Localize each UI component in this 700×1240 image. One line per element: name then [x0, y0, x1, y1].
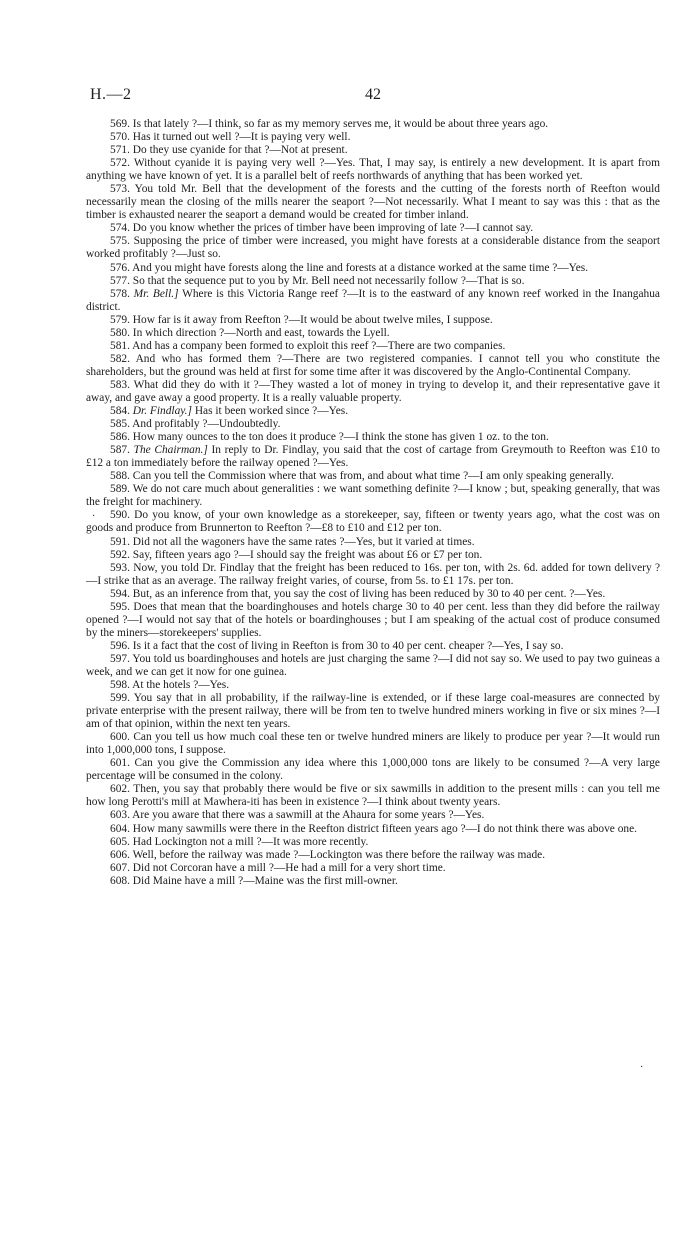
qa-text: Supposing the price of timber were increased, you might have forests at a considerable distance from the seaport worked profitably ?—Just so. [86, 235, 660, 261]
qa-paragraph [86, 131, 660, 144]
qa-text: We do not care much about generalities : we want something definite ?—I know ; but, speaking generally, that was the freight for machinery. [86, 483, 660, 509]
document-reference: H.—2 [90, 86, 132, 103]
qa-paragraph [86, 679, 660, 692]
qa-text: What did they do with it ?—They wasted a lot of money in trying to develop it, and their representative gave it away, and gave away a good property. It is a really valuable property. [86, 378, 660, 404]
qa-text: You say that in all probability, if the railway-line is extended, or if these large coal-measures are connected by private enterprise with the present railway, there will be from ten to twelve hundred miners working in five or six mines ?—I am of that opinion, within the next ten years. [86, 692, 660, 731]
testimony-body [86, 118, 660, 888]
question-number: 600. [110, 731, 130, 744]
qa-text: Well, before the railway was made ?—Lockington was there before the railway was made. [132, 848, 546, 861]
qa-text: Can you tell the Commission where that was from, and about what time ?—I am only speaking generally. [132, 470, 614, 483]
question-number: 587. [110, 444, 130, 457]
margin-mark: · [92, 511, 96, 522]
qa-paragraph [86, 483, 660, 509]
qa-paragraph [86, 536, 660, 549]
qa-text: Can you tell us how much coal these ten or twelve hundred miners are likely to produce per year ?—It would run into 1,000,000 tons, I suppose. [86, 731, 661, 757]
qa-paragraph [86, 288, 660, 314]
question-number: 575. [110, 235, 130, 248]
qa-paragraph [86, 836, 660, 849]
question-number: 598. [110, 679, 130, 692]
question-number: 580. [110, 326, 130, 339]
qa-paragraph [86, 823, 660, 836]
question-number: 576. [110, 261, 130, 274]
qa-paragraph [86, 275, 660, 288]
question-number: 590. [110, 509, 130, 522]
qa-text: How far is it away from Reefton ?—It would be about twelve miles, I suppose. [132, 313, 493, 326]
qa-text: Then, you say that probably there would be five or six sawmills in addition to the present mills : can you tell me how long Perotti's mill at Mawhera-iti has been in existence ?—I think about twenty years. [86, 783, 660, 809]
question-number: 586. [110, 431, 130, 444]
qa-text: Can you give the Commission any idea where this 1,000,000 tons are likely to be consumed ?—A very large percentage will be consumed in the colony. [86, 757, 660, 783]
question-number: 570. [110, 131, 130, 144]
qa-text: Is it a fact that the cost of living in Reefton is from 30 to 40 per cent. cheaper ?—Yes, I say so. [132, 639, 564, 652]
qa-text: And you might have forests along the line and forests at a distance worked at the same time ?—Yes. [132, 261, 589, 274]
question-number: 606. [110, 848, 130, 861]
question-number: 605. [110, 835, 130, 848]
qa-text: Had Lockington not a mill ?—It was more recently. [132, 835, 369, 848]
qa-text: At the hotels ?—Yes. [132, 679, 230, 692]
qa-text: Are you aware that there was a sawmill at the Ahaura for some years ?—Yes. [132, 809, 485, 822]
question-number: 569. [110, 118, 130, 130]
question-number: 603. [110, 809, 130, 822]
page-header [90, 86, 630, 106]
qa-text: Do they use cyanide for that ?—Not at present. [132, 144, 348, 157]
qa-paragraph [86, 601, 660, 640]
question-number: 582. [110, 352, 130, 365]
qa-text: Say, fifteen years ago ?—I should say the freight was about £6 or £7 per ton. [132, 548, 483, 561]
qa-paragraph [86, 118, 660, 131]
qa-paragraph [86, 588, 660, 601]
qa-text: In which direction ?—North and east, towards the Lyell. [132, 326, 390, 339]
qa-text: How many ounces to the ton does it produce ?—I think the stone has given 1 oz. to the ton. [132, 431, 549, 444]
question-number: 585. [110, 418, 130, 431]
qa-paragraph [86, 444, 660, 470]
qa-paragraph [86, 509, 660, 535]
question-number: 592. [110, 548, 130, 561]
qa-paragraph [86, 549, 660, 562]
question-number: 599. [110, 692, 130, 705]
speaker-label: The Chairman.] [133, 444, 208, 457]
question-number: 571. [110, 144, 130, 157]
question-number: 594. [110, 587, 130, 600]
question-number: 584. [110, 405, 130, 418]
question-number: 588. [110, 470, 130, 483]
question-number: 597. [110, 652, 130, 665]
page-number: 42 [365, 86, 381, 103]
question-number: 581. [110, 339, 130, 352]
qa-text: Do you know, of your own knowledge as a storekeeper, say, fifteen or twenty years ago, what the cost was on goods and produce from Brunnerton to Reefton ?—£8 to £10 and £12 per ton. [86, 509, 660, 535]
qa-paragraph [86, 692, 660, 731]
question-number: 577. [110, 274, 130, 287]
qa-paragraph [86, 653, 660, 679]
qa-paragraph [86, 731, 660, 757]
qa-text: You told us boardinghouses and hotels are just charging the same ?—I did not say so. We used to pay two guineas a week, and we can get it now for one guinea. [86, 652, 660, 678]
question-number: 593. [110, 561, 130, 574]
qa-paragraph [86, 353, 660, 379]
qa-text: You told Mr. Bell that the development of the forests and the cutting of the forests north of Reefton would necessarily mean the closing of the mills nearer the seaport ?—Not necessarily. What I meant to say was this : that as the timber is exhausted nearer the seaport a demand would be created for timber inland. [86, 183, 660, 222]
qa-paragraph [86, 144, 660, 157]
qa-paragraph [86, 783, 660, 809]
question-number: 579. [110, 313, 130, 326]
qa-paragraph [86, 235, 660, 261]
speaker-label: Mr. Bell.] [133, 287, 179, 300]
question-number: 591. [110, 535, 130, 548]
qa-paragraph [86, 183, 660, 222]
qa-paragraph [86, 875, 660, 888]
question-number: 602. [110, 783, 130, 796]
qa-text: Has it turned out well ?—It is paying very well. [132, 131, 351, 144]
qa-text: Now, you told Dr. Findlay that the freight has been reduced to 16s. per ton, with 2s. 6d. added for town delivery ?—I strike that as an average. The railway freight varies, of course, from 5s. to £1 17s. per ton. [86, 561, 660, 587]
qa-text: But, as an inference from that, you say the cost of living has been reduced by 30 to 40 per cent. ?—Yes. [132, 587, 606, 600]
qa-paragraph [86, 862, 660, 875]
qa-text: Does that mean that the boardinghouses and hotels charge 30 to 40 per cent. less than they did before the railway opened ?—I would not say that of the hotels or boardinghouses ; but I am speaking of the actual cost of produce consumed by the miners—storekeepers' supplies. [86, 600, 660, 639]
qa-paragraph [86, 379, 660, 405]
qa-text: Has it been worked since ?—Yes. [194, 405, 349, 418]
question-number: 573. [110, 183, 130, 196]
qa-text: And has a company been formed to exploit this reef ?—There are two companies. [132, 339, 506, 352]
qa-text: Did not Corcoran have a mill ?—He had a mill for a very short time. [132, 861, 446, 874]
qa-text: Where is this Victoria Range reef ?—It is to the eastward of any known reef worked in the Inangahua district. [86, 287, 660, 313]
qa-text: Did Maine have a mill ?—Maine was the first mill-owner. [132, 874, 398, 887]
qa-paragraph [86, 222, 660, 235]
question-number: 607. [110, 861, 130, 874]
question-number: 608. [110, 874, 130, 887]
qa-paragraph [86, 562, 660, 588]
question-number: 589. [110, 483, 130, 496]
qa-text: How many sawmills were there in the Reefton district fifteen years ago ?—I do not think there was above one. [132, 822, 637, 835]
qa-text: And who has formed them ?—There are two registered companies. I cannot tell you who constitute the shareholders, but the ground was held at first for some time after it was discovered by the Anglo-Continental Company. [86, 352, 660, 378]
question-number: 601. [110, 757, 130, 770]
qa-text: Is that lately ?—I think, so far as my memory serves me, it would be about three years ago. [132, 118, 549, 130]
qa-text: Do you know whether the prices of timber have been improving of late ?—I cannot say. [132, 222, 534, 235]
qa-paragraph [86, 640, 660, 653]
qa-paragraph [86, 327, 660, 340]
qa-text: And profitably ?—Undoubtedly. [132, 418, 281, 431]
qa-paragraph [86, 418, 660, 431]
qa-paragraph [86, 405, 660, 418]
question-number: 595. [110, 600, 130, 613]
qa-paragraph [86, 809, 660, 822]
question-number: 574. [110, 222, 130, 235]
qa-text: In reply to Dr. Findlay, you said that the cost of cartage from Greymouth to Reefton was £10 to £12 a ton immediately before the railway opened ?—Yes. [86, 444, 661, 470]
margin-mark: · [640, 1062, 644, 1073]
qa-paragraph [86, 314, 660, 327]
question-number: 583. [110, 378, 130, 391]
question-number: 604. [110, 822, 130, 835]
qa-paragraph [86, 157, 660, 183]
qa-paragraph [86, 340, 660, 353]
qa-paragraph [86, 757, 660, 783]
question-number: 578. [110, 287, 130, 300]
speaker-label: Dr. Findlay.] [132, 405, 192, 418]
qa-text: Without cyanide it is paying very well ?—Yes. That, I may say, is entirely a new development. It is apart from anything we have known of yet. It is a parallel belt of reefs northwards of anything that has been worked yet. [86, 157, 660, 183]
qa-paragraph [86, 431, 660, 444]
question-number: 596. [110, 639, 130, 652]
qa-paragraph [86, 849, 660, 862]
qa-text: So that the sequence put to you by Mr. Bell need not necessarily follow ?—That is so. [132, 274, 525, 287]
qa-paragraph [86, 262, 660, 275]
question-number: 572. [110, 157, 130, 170]
qa-text: Did not all the wagoners have the same rates ?—Yes, but it varied at times. [132, 535, 475, 548]
qa-paragraph [86, 470, 660, 483]
